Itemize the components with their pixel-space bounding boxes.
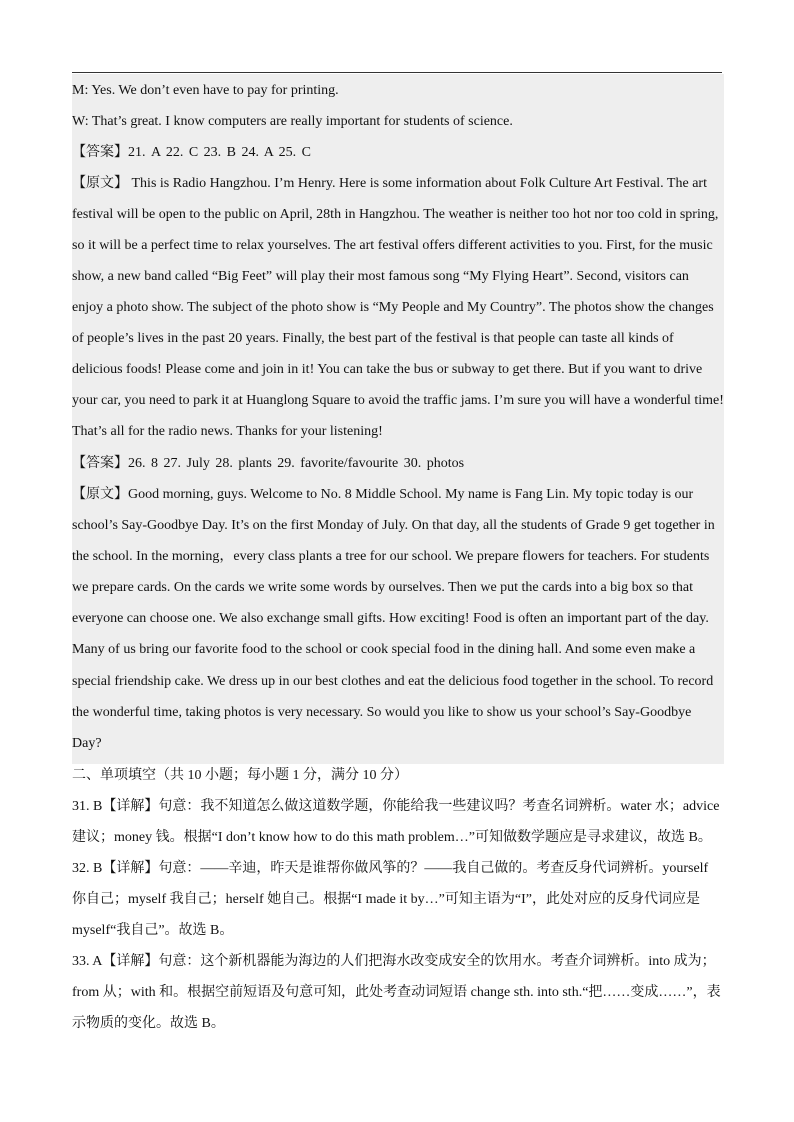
script-line: 【原文】 This is Radio Hangzhou. I’m Henry. Here is some information about Folk Culture Art Festival. The art (72, 176, 707, 191)
script-line: 【原文】Good morning, guys. Welcome to No. 8 Middle School. My name is Fang Lin. My topic today is our (72, 487, 694, 502)
script-line: special friendship cake. We dress up in our best clothes and eat the delicious food together in the school. To record (72, 674, 714, 689)
top-rule (72, 72, 722, 73)
answer-explanation-line: 31. B【详解】句意：我不知道怎么做这道数学题，你能给我一些建议吗？考查名词辨析。water 水；advice (72, 799, 720, 814)
script-line: everyone can choose one. We also exchange small gifts. How exciting! Food is often an important part of the day. (72, 611, 709, 626)
script-line: Day? (72, 736, 102, 751)
script-line: the wonderful time, taking photos is very necessary. So would you like to show us your school’s Say-Goodbye (72, 705, 692, 720)
script-line: Many of us bring our favorite food to the school or cook special food in the dining hall. And some even make a (72, 642, 696, 657)
answer-explanation-line: 示物质的变化。故选 B。 (72, 1016, 225, 1031)
script-line: enjoy a photo show. The subject of the photo show is “My People and My Country”. The photos show the changes (72, 300, 714, 315)
answer-line: 【答案】26. 8 27. July 28. plants 29. favorite/favourite 30. photos (72, 456, 465, 471)
script-line: show, a new band called “Big Feet” will play their most famous song “My Flying Heart”. Second, visitors can (72, 269, 689, 284)
answer-line: 【答案】21. A 22. C 23. B 24. A 25. C (72, 145, 311, 160)
answer-explanation-line: myself“我自己”。故选 B。 (72, 923, 234, 938)
script-line: of people’s lives in the past 20 years. Finally, the best part of the festival is that people can taste all kinds of (72, 331, 674, 346)
script-line: That’s all for the radio news. Thanks for your listening! (72, 424, 383, 439)
script-line: school’s Say-Goodbye Day. It’s on the first Monday of July. On that day, all the students of Grade 9 get together in (72, 518, 715, 533)
answer-explanation-line: 建议；money 钱。根据“I don’t know how to do this math problem…”可知做数学题应是寻求建议，故选 B。 (72, 830, 712, 845)
script-line: the school. In the morning，every class plants a tree for our school. We prepare flowers for teachers. For students (72, 549, 710, 564)
script-line: your car, you need to park it at Huanglong Square to avoid the traffic jams. I’m sure you will have a wonderful time! (72, 393, 724, 408)
script-line: so it will be a perfect time to relax yourselves. The art festival offers different activities to you. First, for the music (72, 238, 713, 253)
answer-explanation-line: 32. B【详解】句意：——辛迪，昨天是谁帮你做风筝的？——我自己做的。考查反身代词辨析。yourself (72, 861, 709, 876)
answer-explanation-line: from 从；with 和。根据空前短语及句意可知，此处考查动词短语 change sth. into sth.“把……变成……”，表 (72, 985, 721, 1000)
script-line: festival will be open to the public on April, 28th in Hangzhou. The weather is neither too hot nor too cold in spring, (72, 207, 719, 222)
script-line: M: Yes. We don’t even have to pay for printing. (72, 83, 339, 98)
answer-explanation-line: 33. A【详解】句意：这个新机器能为海边的人们把海水改变成安全的饮用水。考查介词辨析。into 成为； (72, 954, 716, 969)
answer-explanation-line: 你自己；myself 我自己；herself 她自己。根据“I made it by…”可知主语为“I”，此处对应的反身代词应是 (72, 892, 700, 907)
script-line: W: That’s great. I know computers are really important for students of science. (72, 114, 513, 129)
section-heading: 二、单项填空（共 10 小题；每小题 1 分，满分 10 分） (72, 768, 408, 783)
script-line: we prepare cards. On the cards we write some words by ourselves. Then we put the cards into a big box so that (72, 580, 694, 595)
script-line: delicious foods! Please come and join in it! You can take the bus or subway to get there. But if you want to drive (72, 362, 703, 377)
